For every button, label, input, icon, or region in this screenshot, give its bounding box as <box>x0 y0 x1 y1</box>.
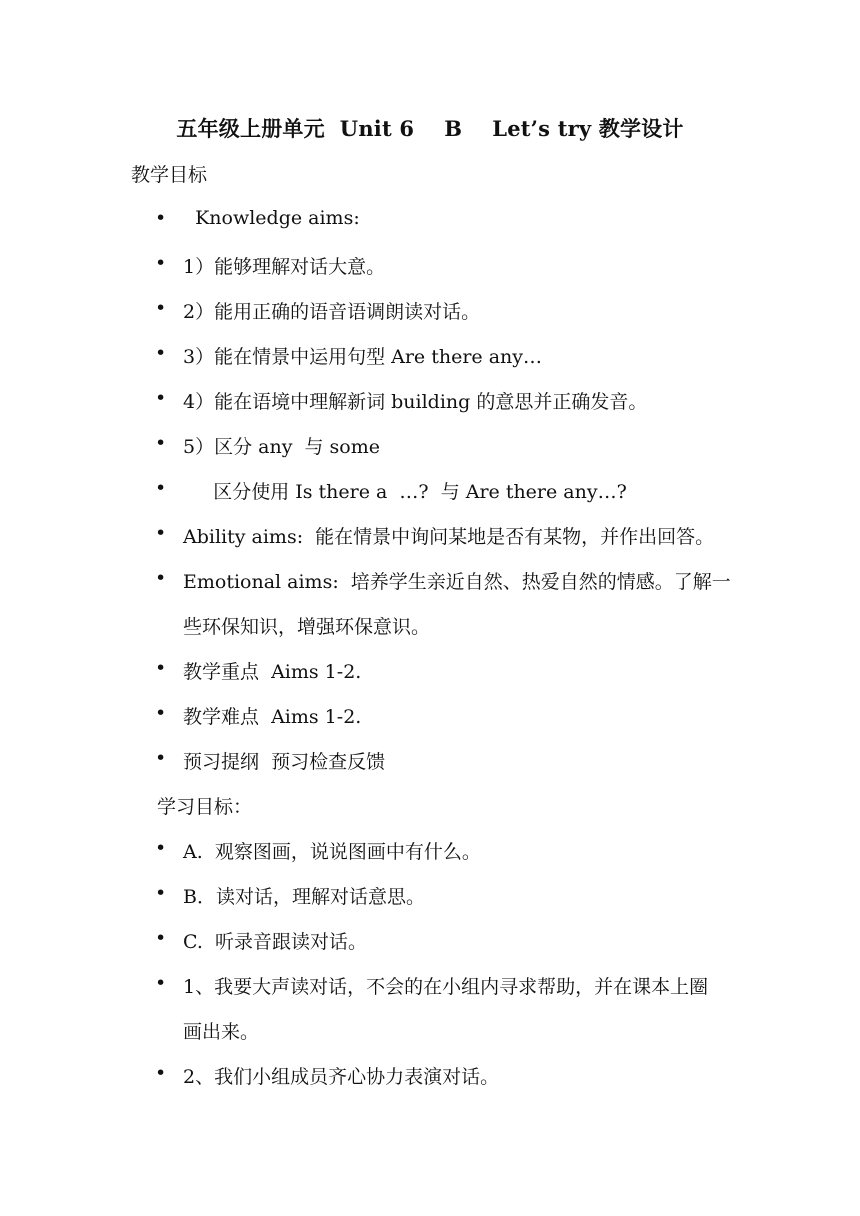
list-item-text: 教学难点 Aims 1-2. <box>183 706 362 728</box>
list-item-text: 教学重点 Aims 1-2. <box>183 661 362 683</box>
list-item-text: A. 观察图画，说说图画中有什么。 <box>183 841 481 863</box>
list-item-text-continuation: 画出来。 <box>183 1021 260 1043</box>
bullet-icon: • <box>155 387 167 409</box>
bullet-icon: • <box>155 207 167 229</box>
list-item-text: B．读对话，理解对话意思。 <box>183 886 425 908</box>
bullet-icon: • <box>155 747 167 769</box>
list-item-text: 5）区分 any 与 some <box>183 436 380 458</box>
list-item-text: Emotional aims: 培养学生亲近自然、热爱自然的情感。了解一 <box>183 571 731 593</box>
bullet-icon: • <box>155 927 167 949</box>
list-item-text: C. 听录音跟读对话。 <box>183 931 367 953</box>
list-item-text: Knowledge aims: <box>183 207 360 229</box>
bullet-icon: • <box>155 477 167 499</box>
document-title: 五年级上册单元 Unit 6 B Let’s try 教学设计 <box>176 116 684 141</box>
bullet-icon: • <box>155 297 167 319</box>
bullet-icon: • <box>155 1062 167 1084</box>
bullet-icon: • <box>155 432 167 454</box>
bullet-icon: • <box>155 657 167 679</box>
bullet-icon: • <box>155 972 167 994</box>
bullet-icon: • <box>155 567 167 589</box>
list-item-text-continuation: 些环保知识，增强环保意识。 <box>183 616 431 638</box>
bullet-icon: • <box>155 837 167 859</box>
bullet-icon: • <box>155 252 167 274</box>
list-item-text: 4）能在语境中理解新词 building 的意思并正确发音。 <box>183 391 648 413</box>
list-item-text: 2、我们小组成员齐心协力表演对话。 <box>183 1066 500 1088</box>
bullet-icon: • <box>155 882 167 904</box>
list-item-text: 预习提纲 预习检查反馈 <box>183 751 386 773</box>
bullet-icon: • <box>155 342 167 364</box>
list-item-text: 2）能用正确的语音语调朗读对话。 <box>183 301 481 323</box>
list-item-text: 3）能在情景中运用句型 Are there any… <box>183 346 542 368</box>
bullet-icon: • <box>155 522 167 544</box>
bullet-icon: • <box>155 702 167 724</box>
list-item-text: 区分使用 Is there a …? 与 Are there any…? <box>183 481 627 503</box>
section-heading-teaching-goals: 教学目标 <box>131 164 208 186</box>
list-item-text: Ability aims: 能在情景中询问某地是否有某物，并作出回答。 <box>183 526 715 548</box>
list-item-text: 1）能够理解对话大意。 <box>183 256 386 278</box>
section-heading-learning-goals: 学习目标： <box>157 796 253 818</box>
list-item-text: 1、我要大声读对话，不会的在小组内寻求帮助，并在课本上圈 <box>183 976 709 998</box>
